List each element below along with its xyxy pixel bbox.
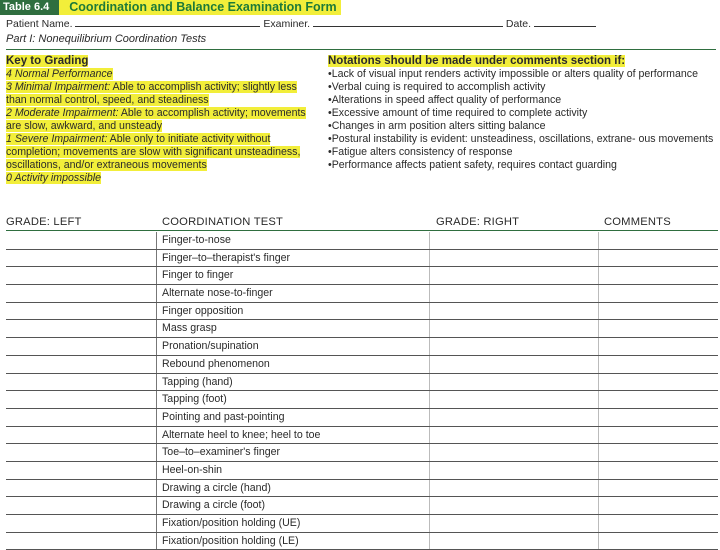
test-name: Mass grasp: [162, 322, 217, 335]
grading-key-item: [6, 133, 318, 172]
date-field[interactable]: [534, 16, 596, 27]
grade-right-cell[interactable]: [429, 533, 431, 550]
test-name: Tapping (foot): [162, 393, 227, 406]
grade-right-cell[interactable]: [429, 250, 431, 267]
test-row: [6, 232, 718, 250]
test-rows: [6, 232, 718, 550]
grade-right-cell[interactable]: [429, 320, 431, 337]
grade-right-cell[interactable]: [429, 338, 431, 355]
grid-header: [6, 214, 718, 231]
test-name: Alternate heel to knee; heel to toe: [162, 428, 321, 441]
test-row: [6, 533, 718, 550]
grade-left-cell[interactable]: [6, 409, 157, 426]
test-row: [6, 250, 718, 268]
grade-right-cell[interactable]: [429, 374, 431, 391]
comments-cell[interactable]: [598, 462, 600, 479]
grading-key: [6, 54, 318, 185]
grade-description: Able only to initiate activity without completion; movements are slow with significant unsteadiness, oscillations, and/or extraneous movements: [6, 133, 301, 171]
grade-left-cell[interactable]: [6, 356, 157, 373]
grade-right-cell[interactable]: [429, 391, 431, 408]
comments-cell[interactable]: [598, 232, 600, 249]
test-name: Drawing a circle (hand): [162, 481, 271, 494]
test-row: [6, 285, 718, 303]
examiner-label: Examiner.: [263, 18, 311, 30]
notations-section: [328, 54, 716, 172]
grade-right-cell[interactable]: [429, 515, 431, 532]
comments-cell[interactable]: [598, 391, 600, 408]
form-title-bar: [0, 0, 341, 15]
test-row: [6, 374, 718, 392]
comments-cell[interactable]: [598, 480, 600, 497]
comments-header: COMMENTS: [604, 216, 671, 228]
grade-label: 1 Severe Impairment:: [6, 133, 108, 145]
grade-left-cell[interactable]: [6, 462, 157, 479]
test-row: [6, 356, 718, 374]
key-heading: Key to Grading: [6, 55, 89, 67]
grading-key-item: [6, 68, 318, 81]
test-name: Fixation/position holding (LE): [162, 534, 299, 547]
grade-description: Able to accomplish activity; movements are slow, awkward, and unsteady: [6, 107, 306, 132]
test-name: Pointing and past-pointing: [162, 410, 285, 423]
grade-left-cell[interactable]: [6, 391, 157, 408]
grade-left-cell[interactable]: [6, 427, 157, 444]
patient-info-line: [6, 16, 716, 31]
test-row: [6, 267, 718, 285]
table-number: Table 6.4: [0, 0, 59, 15]
test-name: Finger opposition: [162, 304, 244, 317]
test-name: Alternate nose-to-finger: [162, 287, 273, 300]
comments-cell[interactable]: [598, 250, 600, 267]
grading-key-item: [6, 81, 318, 107]
grade-left-cell[interactable]: [6, 533, 157, 550]
grade-left-cell[interactable]: [6, 285, 157, 302]
grade-left-cell[interactable]: [6, 303, 157, 320]
form-title: Coordination and Balance Examination Form: [59, 0, 340, 15]
comments-cell[interactable]: [598, 356, 600, 373]
grade-left-cell[interactable]: [6, 320, 157, 337]
test-row: [6, 409, 718, 427]
test-name: Toe–to–examiner's finger: [162, 446, 281, 459]
test-row: [6, 338, 718, 356]
comments-cell[interactable]: [598, 533, 600, 550]
comments-cell[interactable]: [598, 374, 600, 391]
grade-left-cell[interactable]: [6, 338, 157, 355]
grade-right-cell[interactable]: [429, 427, 431, 444]
grade-right-cell[interactable]: [429, 285, 431, 302]
grade-left-header: GRADE: LEFT: [6, 216, 82, 228]
test-name: Tapping (hand): [162, 375, 233, 388]
test-row: [6, 515, 718, 533]
test-row: [6, 391, 718, 409]
grade-right-cell[interactable]: [429, 356, 431, 373]
comments-cell[interactable]: [598, 267, 600, 284]
grade-right-cell[interactable]: [429, 232, 431, 249]
notation-item: • Fatigue alters consistency of response: [328, 146, 716, 159]
test-name: Finger-to-nose: [162, 234, 231, 246]
grade-left-cell[interactable]: [6, 250, 157, 267]
part1-title: Part I: Nonequilibrium Coordination Tests: [6, 32, 716, 50]
grade-right-header: GRADE: RIGHT: [436, 216, 520, 228]
patient-name-field[interactable]: [75, 16, 260, 27]
comments-cell[interactable]: [598, 515, 600, 532]
test-row: [6, 462, 718, 480]
test-name: Pronation/supination: [162, 340, 259, 353]
grade-label: 2 Moderate Impairment:: [6, 107, 119, 119]
test-row: [6, 303, 718, 321]
test-row: [6, 444, 718, 462]
grade-right-cell[interactable]: [429, 444, 431, 461]
comments-cell[interactable]: [598, 338, 600, 355]
grade-label: 4 Normal Performance: [6, 68, 113, 80]
grade-left-cell[interactable]: [6, 515, 157, 532]
notation-item: • Postural instability is evident: unsteadiness, oscillations, extrane- ous movements: [328, 133, 716, 146]
comments-cell[interactable]: [598, 444, 600, 461]
test-row: [6, 427, 718, 445]
grading-key-item: [6, 172, 318, 185]
comments-cell[interactable]: [598, 303, 600, 320]
comments-cell[interactable]: [598, 320, 600, 337]
examiner-field[interactable]: [313, 16, 503, 27]
comments-cell[interactable]: [598, 409, 600, 426]
notation-item: • Verbal cuing is required to accomplish activity: [328, 81, 716, 94]
comments-cell[interactable]: [598, 497, 600, 514]
patient-name-label: Patient Name.: [6, 18, 73, 30]
grade-left-cell[interactable]: [6, 444, 157, 461]
grade-left-cell[interactable]: [6, 267, 157, 284]
grade-label: 0 Activity impossible: [6, 172, 101, 184]
test-name: Heel-on-shin: [162, 463, 223, 476]
notation-item: • Alterations in speed affect quality of performance: [328, 94, 716, 107]
test-name: Rebound phenomenon: [162, 357, 270, 370]
test-name: Finger–to–therapist's finger: [162, 251, 291, 264]
comments-cell[interactable]: [598, 427, 600, 444]
coordination-test-header: COORDINATION TEST: [162, 216, 284, 228]
grade-left-cell[interactable]: [6, 497, 157, 514]
notes-heading: Notations should be made under comments section if:: [328, 55, 626, 67]
grade-right-cell[interactable]: [429, 480, 431, 497]
notation-item: • Lack of visual input renders activity impossible or alters quality of performance: [328, 68, 716, 81]
notation-item: • Performance affects patient safety, requires contact guarding: [328, 159, 716, 172]
test-name: Drawing a circle (foot): [162, 499, 266, 512]
grading-key-item: [6, 107, 318, 133]
notation-item: • Excessive amount of time required to complete activity: [328, 107, 716, 120]
notation-item: • Changes in arm position alters sitting balance: [328, 120, 716, 133]
grade-left-cell[interactable]: [6, 480, 157, 497]
grade-right-cell[interactable]: [429, 409, 431, 426]
test-row: [6, 480, 718, 498]
grade-right-cell[interactable]: [429, 497, 431, 514]
test-name: Fixation/position holding (UE): [162, 517, 301, 529]
grade-left-cell[interactable]: [6, 374, 157, 391]
test-name: Finger to finger: [162, 269, 234, 282]
grade-right-cell[interactable]: [429, 303, 431, 320]
grade-label: 3 Minimal Impairment:: [6, 81, 111, 93]
test-row: [6, 497, 718, 515]
grade-right-cell[interactable]: [429, 267, 431, 284]
date-label: Date.: [505, 18, 532, 30]
grade-right-cell[interactable]: [429, 462, 431, 479]
grade-left-cell[interactable]: [6, 232, 157, 249]
grade-description: Able to accomplish activity; slightly less than normal control, speed, and steadiness: [6, 81, 297, 106]
test-row: [6, 320, 718, 338]
comments-cell[interactable]: [598, 285, 600, 302]
